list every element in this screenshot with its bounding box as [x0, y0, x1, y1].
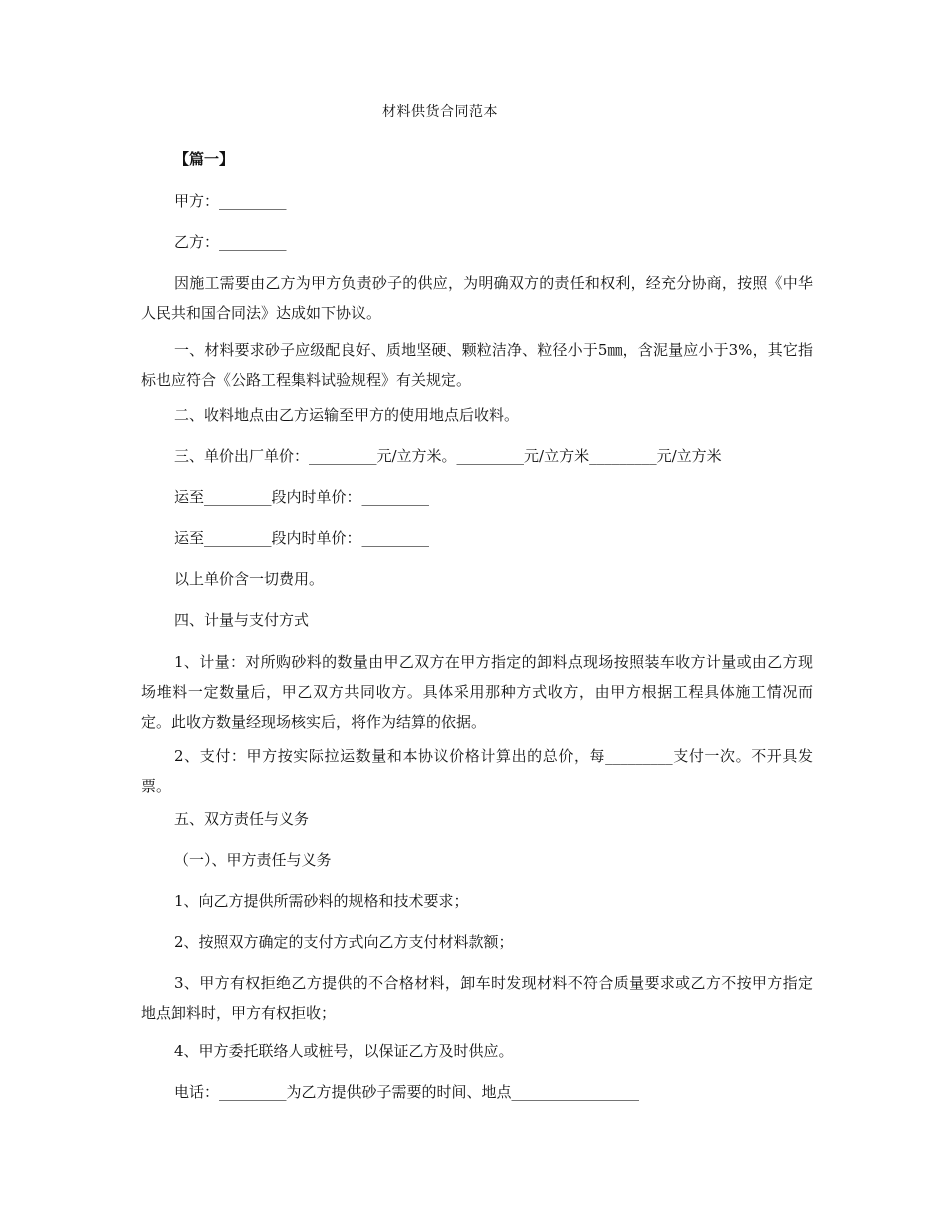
phone-line: 电话：_________为乙方提供砂子需要的时间、地点_________________: [174, 1083, 640, 1101]
duty-1-line: 1、向乙方提供所需砂料的规格和技术要求；: [174, 892, 469, 910]
measurement-paragraph: 1、计量：对所购砂料的数量由甲乙双方在甲方指定的卸料点现场按照装车收方计量或由乙方现场堆料一定数量后，甲乙双方共同收方。具体采用那种方式收方，由甲方根据工程具体施工情况而定。此收方数量经现场核实后，将作为结算的依据。: [141, 653, 813, 731]
delivery-price-line-2: 运至_________段内时单价：_________: [174, 529, 430, 547]
party-b-line: 乙方：_________: [174, 233, 287, 251]
clause-4-heading: 四、计量与支付方式: [174, 611, 310, 629]
intro-paragraph: 因施工需要由乙方为甲方负责砂子的供应，为明确双方的责任和权利，经充分协商，按照《中华人民共和国合同法》达成如下协议。: [141, 274, 813, 322]
price-note-line: 以上单价含一切费用。: [174, 570, 325, 588]
delivery-price-line-1: 运至_________段内时单价：_________: [174, 488, 430, 506]
duty-3-paragraph: 3、甲方有权拒绝乙方提供的不合格材料，卸车时发现材料不符合质量要求或乙方不按甲方指定地点卸料时，甲方有权拒收；: [141, 974, 813, 1022]
document-title: 材料供货合同范本: [382, 104, 498, 120]
duty-2-line: 2、按照双方确定的支付方式向乙方支付材料款额；: [174, 933, 514, 951]
sub-section-a-heading: （一）、甲方责任与义务: [174, 851, 332, 869]
party-a-line: 甲方：_________: [174, 192, 287, 210]
section-heading: 【篇一】: [174, 150, 235, 168]
payment-paragraph: 2、支付：甲方按实际拉运数量和本协议价格计算出的总价，每_________支付一次。不开具发票。: [141, 747, 813, 795]
duty-4-line: 4、甲方委托联络人或桩号，以保证乙方及时供应。: [174, 1042, 514, 1060]
clause-2-line: 二、收料地点由乙方运输至甲方的使用地点后收料。: [174, 406, 520, 424]
clause-5-heading: 五、双方责任与义务: [174, 810, 310, 828]
clause-3-line: 三、单价出厂单价：_________元/立方米。_________元/立方米_________元/立方米: [174, 447, 722, 465]
clause-1-paragraph: 一、材料要求砂子应级配良好、质地坚硬、颗粒洁净、粒径小于5㎜，含泥量应小于3%，其它指标也应符合《公路工程集料试验规程》有关规定。: [141, 341, 813, 389]
